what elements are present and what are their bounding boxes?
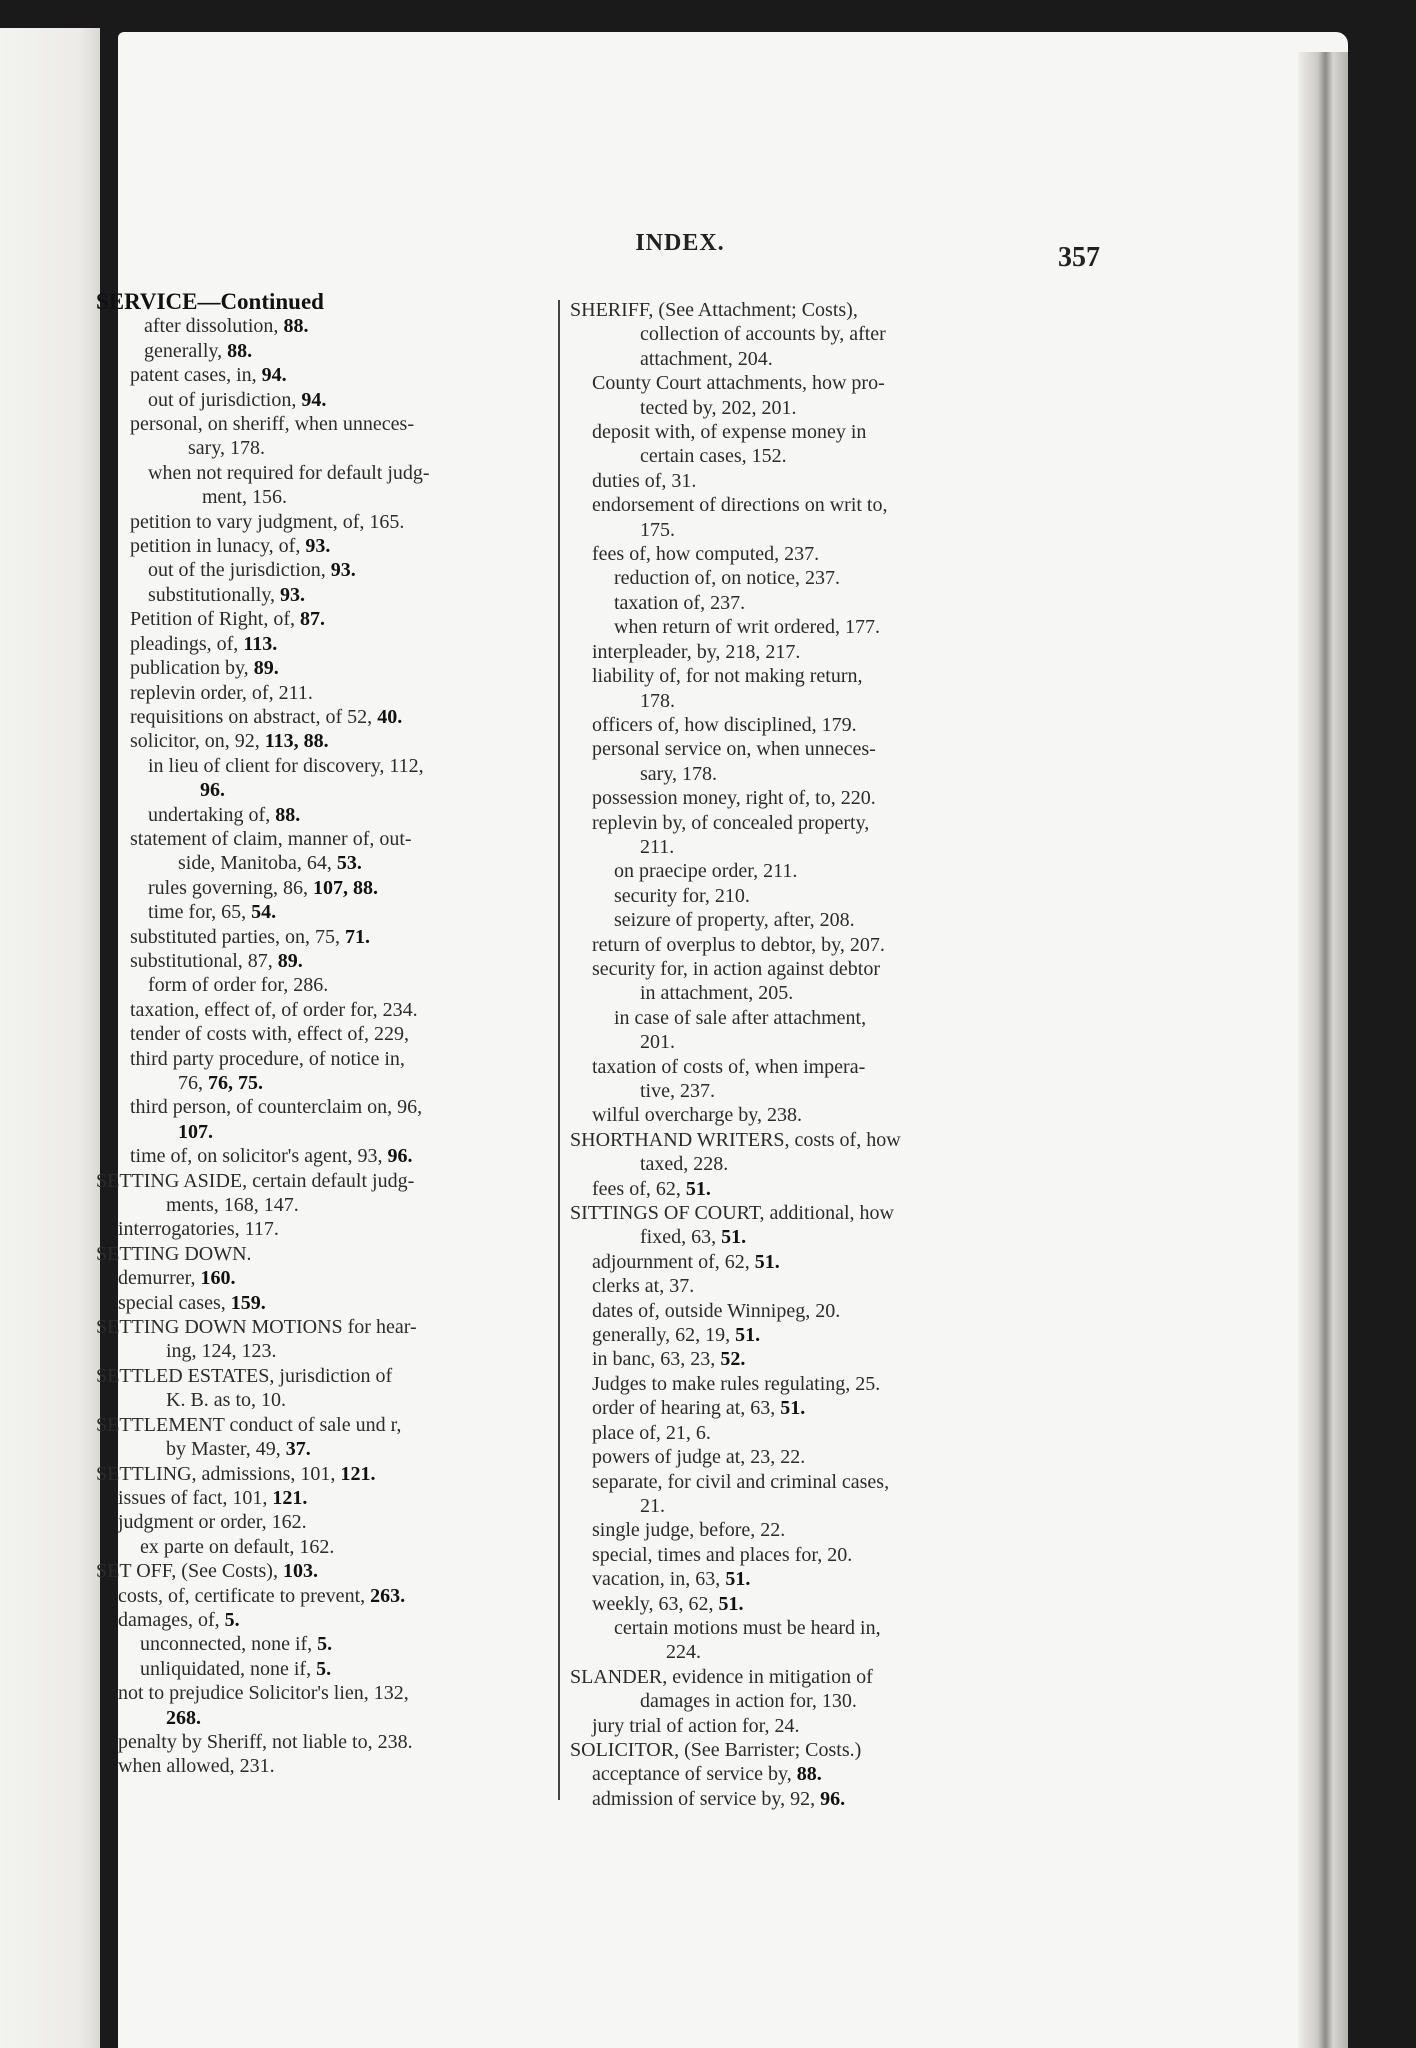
entry-text: in banc, 63, 23, [592,1348,716,1371]
entry-text: separate, for civil and criminal cases, [592,1470,890,1493]
entry-bold-pages: 263. [370,1584,406,1607]
entry-text: 211. [640,835,675,858]
entry-bold-pages: 121. [272,1486,308,1509]
entry-text: possession money, right of, to, 220. [592,787,876,810]
entry-text: replevin by, of concealed property, [592,811,870,834]
entry-bold-pages: 88. [796,1763,822,1786]
entry-text: ing, 124, 123. [166,1340,277,1363]
entry-text: County Court attachments, how pro- [592,372,885,395]
entry-text: 175. [640,518,675,541]
entry-bold-pages: 89. [253,657,279,680]
entry-bold-pages: 93. [330,559,356,582]
entry-bold-pages: 88. [275,803,301,826]
entry-text: in case of sale after attachment, [614,1006,867,1029]
index-entry [570,664,1144,688]
index-entry [570,908,1144,932]
entry-text: security for, 210. [614,884,750,907]
entry-text: acceptance of service by, [592,1763,792,1786]
index-entry [570,640,1144,664]
entry-bold-pages: 88. [283,315,309,338]
entry-text: after dissolution, [144,315,279,338]
entry-text: publication by, [130,657,249,680]
entry-bold-pages: 51. [780,1397,806,1420]
index-entry [570,884,1144,908]
entry-text: taxation of costs of, when impera- [592,1055,866,1078]
entry-bold-pages: 51. [725,1568,751,1591]
entry-text: vacation, in, 63, [592,1568,721,1591]
entry-text: Judges to make rules regulating, 25. [592,1372,881,1395]
entry-text: solicitor, on, 92, [130,730,260,753]
index-entry [570,1323,1144,1347]
entry-text: taxation, effect of, of order for, 234. [130,998,418,1021]
index-entry [570,1347,1144,1371]
entry-text: tected by, 202, 201. [640,396,797,419]
entry-bold-pages: 51. [721,1226,747,1249]
entry-text: SERVICE—Continued [96,289,324,314]
index-entry [570,1738,1144,1762]
index-entry [570,1518,1144,1542]
entry-text: order of hearing at, 63, [592,1397,776,1420]
index-entry [570,713,1144,737]
entry-text: officers of, how disciplined, 179. [592,713,857,736]
entry-bold-pages: 159. [230,1291,266,1314]
facing-page-edge [0,28,100,2048]
entry-text: pleadings, of, [130,632,239,655]
entry-text: form of order for, 286. [148,974,329,997]
index-entry [570,591,1144,615]
entry-text: SETTLING, admissions, 101, [96,1462,336,1485]
entry-text: special cases, [118,1291,226,1314]
index-entry [570,859,1144,883]
entry-text: when return of writ ordered, 177. [614,616,881,639]
entry-text: reduction of, on notice, 237. [614,567,841,590]
entry-bold-pages: 51. [718,1592,744,1615]
index-entry [570,957,1144,981]
index-entry [570,1592,1144,1616]
entry-text: out of the jurisdiction, [148,559,326,582]
entry-text: admission of service by, 92, [592,1787,816,1810]
entry-text: personal service on, when unneces- [592,738,876,761]
entry-text: when allowed, 231. [118,1755,275,1778]
index-entry [570,1055,1144,1079]
entry-text: single judge, before, 22. [592,1519,786,1542]
entry-text: undertaking of, [148,803,271,826]
entry-bold-pages: 107, 88. [312,876,378,899]
entry-bold-pages: 53. [336,852,362,875]
entry-text: penalty by Sheriff, not liable to, 238. [118,1730,413,1753]
entry-text: jury trial of action for, 24. [592,1714,800,1737]
index-entry [570,1152,1144,1176]
entry-text: 224. [666,1641,701,1664]
index-entry [570,1372,1144,1396]
entry-text: generally, 62, 19, [592,1324,731,1347]
index-entry [570,420,1144,444]
index-entry [570,737,1144,761]
entry-text: place of, 21, 6. [592,1421,711,1444]
entry-bold-pages: 96. [387,1145,413,1168]
entry-text: collection of accounts by, after [640,323,886,346]
entry-text: wilful overcharge by, 238. [592,1104,802,1127]
entry-text: tender of costs with, effect of, 229, [130,1023,409,1046]
entry-bold-pages: 94. [301,388,327,411]
entry-text: attachment, 204. [640,347,773,370]
entry-bold-pages: 103. [282,1560,318,1583]
entry-bold-pages: 89. [277,949,303,972]
entry-text: fees of, how computed, 237. [592,543,820,566]
entry-bold-pages: 160. [200,1267,236,1290]
entry-bold-pages: 121. [340,1462,376,1485]
entry-text: 76, [178,1072,203,1094]
entry-text: rules governing, 86, [148,876,308,899]
entry-bold-pages: 93. [280,583,306,606]
entry-text: SITTINGS OF COURT, additional, how [570,1202,894,1225]
entry-text: SHORTHAND WRITERS, costs of, how [570,1128,901,1151]
index-column-right [570,298,1144,1811]
index-entry [570,1128,1144,1152]
entry-text: SETTING DOWN. [96,1242,252,1265]
entry-text: SETTLED ESTATES, jurisdiction of [96,1364,393,1387]
entry-bold-pages: 76, 75. [208,1072,263,1094]
entry-text: SETTLEMENT conduct of sale und r, [96,1413,402,1436]
entry-bold-pages: 5. [316,1657,332,1680]
entry-text: 178. [640,689,675,712]
entry-text: weekly, 63, 62, [592,1592,714,1615]
index-entry [570,1665,1144,1689]
entry-text: certain motions must be heard in, [614,1616,881,1639]
index-entry [570,1177,1144,1201]
index-entry [570,518,1144,542]
page-stack-edge [1298,52,1348,2048]
entry-text: demurrer, [118,1267,196,1290]
index-entry [570,1762,1144,1786]
entry-text: K. B. as to, 10. [166,1389,286,1412]
entry-bold-pages: 5. [224,1608,240,1631]
entry-bold-pages: 40. [377,705,403,728]
entry-text: ex parte on default, 162. [140,1535,335,1558]
entry-text: substitutional, 87, [130,949,273,972]
entry-text: tive, 237. [640,1080,715,1102]
entry-text: powers of judge at, 23, 22. [592,1446,806,1469]
index-entry [570,322,1144,346]
index-entry [570,1689,1144,1713]
index-entry [570,1640,1144,1664]
entry-text: not to prejudice Solicitor's lien, 132, [118,1682,409,1705]
entry-text: deposit with, of expense money in [592,421,867,444]
entry-text: in attachment, 205. [640,982,794,1005]
entry-text: SLANDER, evidence in mitigation of [570,1665,873,1688]
index-entry [570,981,1144,1005]
index-entry [570,542,1144,566]
entry-text: SET OFF, (See Costs), [96,1560,278,1583]
index-entry [570,1567,1144,1591]
index-entry [570,298,1144,322]
index-entry [570,347,1144,371]
entry-text: security for, in action against debtor [592,957,880,980]
entry-text: SHERIFF, (See Attachment; Costs), [570,299,858,321]
entry-text: SOLICITOR, (See Barrister; Costs.) [570,1738,862,1761]
entry-text: return of overplus to debtor, by, 207. [592,933,885,956]
entry-text: patent cases, in, [130,364,257,387]
index-entry [570,1616,1144,1640]
entry-bold-pages: 52. [720,1348,746,1371]
index-entry [570,1494,1144,1518]
entry-bold-pages: 113. [243,632,278,655]
entry-bold-pages: 51. [754,1250,780,1273]
entry-text: clerks at, 37. [592,1275,695,1298]
entry-text: 21. [640,1494,665,1517]
entry-text: Petition of Right, of, [130,608,295,631]
entry-text: substituted parties, on, 75, [130,925,340,948]
entry-bold-pages: 93. [305,535,331,558]
entry-text: out of jurisdiction, [148,388,297,411]
index-entry [570,1225,1144,1249]
entry-text: liability of, for not making return, [592,665,863,688]
entry-bold-pages: 113, 88. [264,730,329,753]
entry-text: requisitions on abstract, of 52, [130,705,373,728]
entry-text: replevin order, of, 211. [130,681,313,704]
index-entry [570,493,1144,517]
entry-text: by Master, 49, [166,1438,281,1461]
entry-bold-pages: 107. [178,1120,213,1143]
entry-text: interrogatories, 117. [118,1218,279,1241]
entry-text: unconnected, none if, [140,1633,313,1656]
index-entry [570,1787,1144,1811]
entry-text: duties of, 31. [592,469,697,492]
entry-text: SETTING DOWN MOTIONS for hear- [96,1316,417,1339]
entry-text: SETTING ASIDE, certain default judg- [96,1169,415,1192]
entry-text: certain cases, 152. [640,445,787,468]
index-entry [570,1543,1144,1567]
index-entry [570,933,1144,957]
entry-bold-pages: 51. [685,1177,711,1200]
entry-text: special, times and places for, 20. [592,1543,853,1566]
entry-text: third party procedure, of notice in, [130,1047,405,1070]
entry-text: fees of, 62, [592,1177,681,1200]
entry-text: issues of fact, 101, [118,1486,268,1509]
entry-bold-pages: 71. [344,925,370,948]
entry-text: seizure of property, after, 208. [614,909,855,932]
entry-text: on praecipe order, 211. [614,860,798,883]
index-entry [570,371,1144,395]
running-header: INDEX. [635,230,725,256]
entry-bold-pages: 87. [300,608,325,631]
entry-text: damages in action for, 130. [640,1690,857,1713]
entry-text: personal, on sheriff, when unneces- [130,413,414,436]
index-entry [570,444,1144,468]
index-entry [570,1274,1144,1298]
index-entry [570,1030,1144,1054]
entry-text: side, Manitoba, 64, [178,852,332,875]
entry-text: substitutionally, [148,583,276,606]
index-entry [570,1299,1144,1323]
entry-text: endorsement of directions on writ to, [592,494,888,517]
entry-text: interpleader, by, 218, 217. [592,640,801,663]
index-entry [570,1079,1144,1103]
index-entry [570,469,1144,493]
index-entry [570,689,1144,713]
entry-text: ment, 156. [202,486,287,509]
entry-text: sary, 178. [640,762,718,785]
entry-text: sary, 178. [188,437,266,460]
index-entry [570,1250,1144,1274]
index-entry [570,1470,1144,1494]
index-entry [570,1714,1144,1738]
index-entry [570,786,1144,810]
entry-bold-pages: 94. [261,364,287,387]
entry-bold-pages: 96. [820,1787,846,1810]
entry-text: unliquidated, none if, [140,1657,312,1680]
entry-bold-pages: 5. [317,1633,333,1656]
entry-bold-pages: 268. [166,1706,201,1729]
index-entry [570,1421,1144,1445]
entry-text: petition to vary judgment, of, 165. [130,510,405,533]
index-entry [570,615,1144,639]
column-divider [558,300,560,1800]
entry-text: generally, [144,339,223,362]
index-entry [570,1396,1144,1420]
entry-bold-pages: 54. [251,901,277,924]
entry-text: time of, on solicitor's agent, 93, [130,1145,383,1168]
page-number: 357 [1058,242,1100,273]
entry-text: taxation of, 237. [614,591,746,614]
entry-text: costs, of, certificate to prevent, [118,1584,366,1607]
entry-text: taxed, 228. [640,1153,729,1176]
entry-text: petition in lunacy, of, [130,535,301,558]
entry-bold-pages: 51. [735,1324,761,1347]
index-entry [570,396,1144,420]
index-entry [570,811,1144,835]
entry-text: judgment or order, 162. [118,1511,307,1534]
index-entry [570,1201,1144,1225]
entry-text: in lieu of client for discovery, 112, [148,754,424,777]
entry-text: third person, of counterclaim on, 96, [130,1096,423,1119]
index-entry [570,566,1144,590]
index-entry [570,835,1144,859]
entry-text: dates of, outside Winnipeg, 20. [592,1299,841,1322]
entry-text: fixed, 63, [640,1226,717,1249]
entry-text: damages, of, [118,1608,220,1631]
index-entry [570,762,1144,786]
entry-text: 201. [640,1031,675,1054]
entry-bold-pages: 96. [200,779,225,802]
index-entry [570,1006,1144,1030]
entry-bold-pages: 88. [227,339,253,362]
entry-text: when not required for default judg- [148,461,430,484]
entry-text: adjournment of, 62, [592,1250,750,1273]
index-entry [570,1103,1144,1127]
entry-text: time for, 65, [148,901,247,924]
entry-text: statement of claim, manner of, out- [130,827,412,850]
entry-text: ments, 168, 147. [166,1194,299,1217]
entry-bold-pages: 37. [285,1438,311,1461]
index-entry [570,1445,1144,1469]
